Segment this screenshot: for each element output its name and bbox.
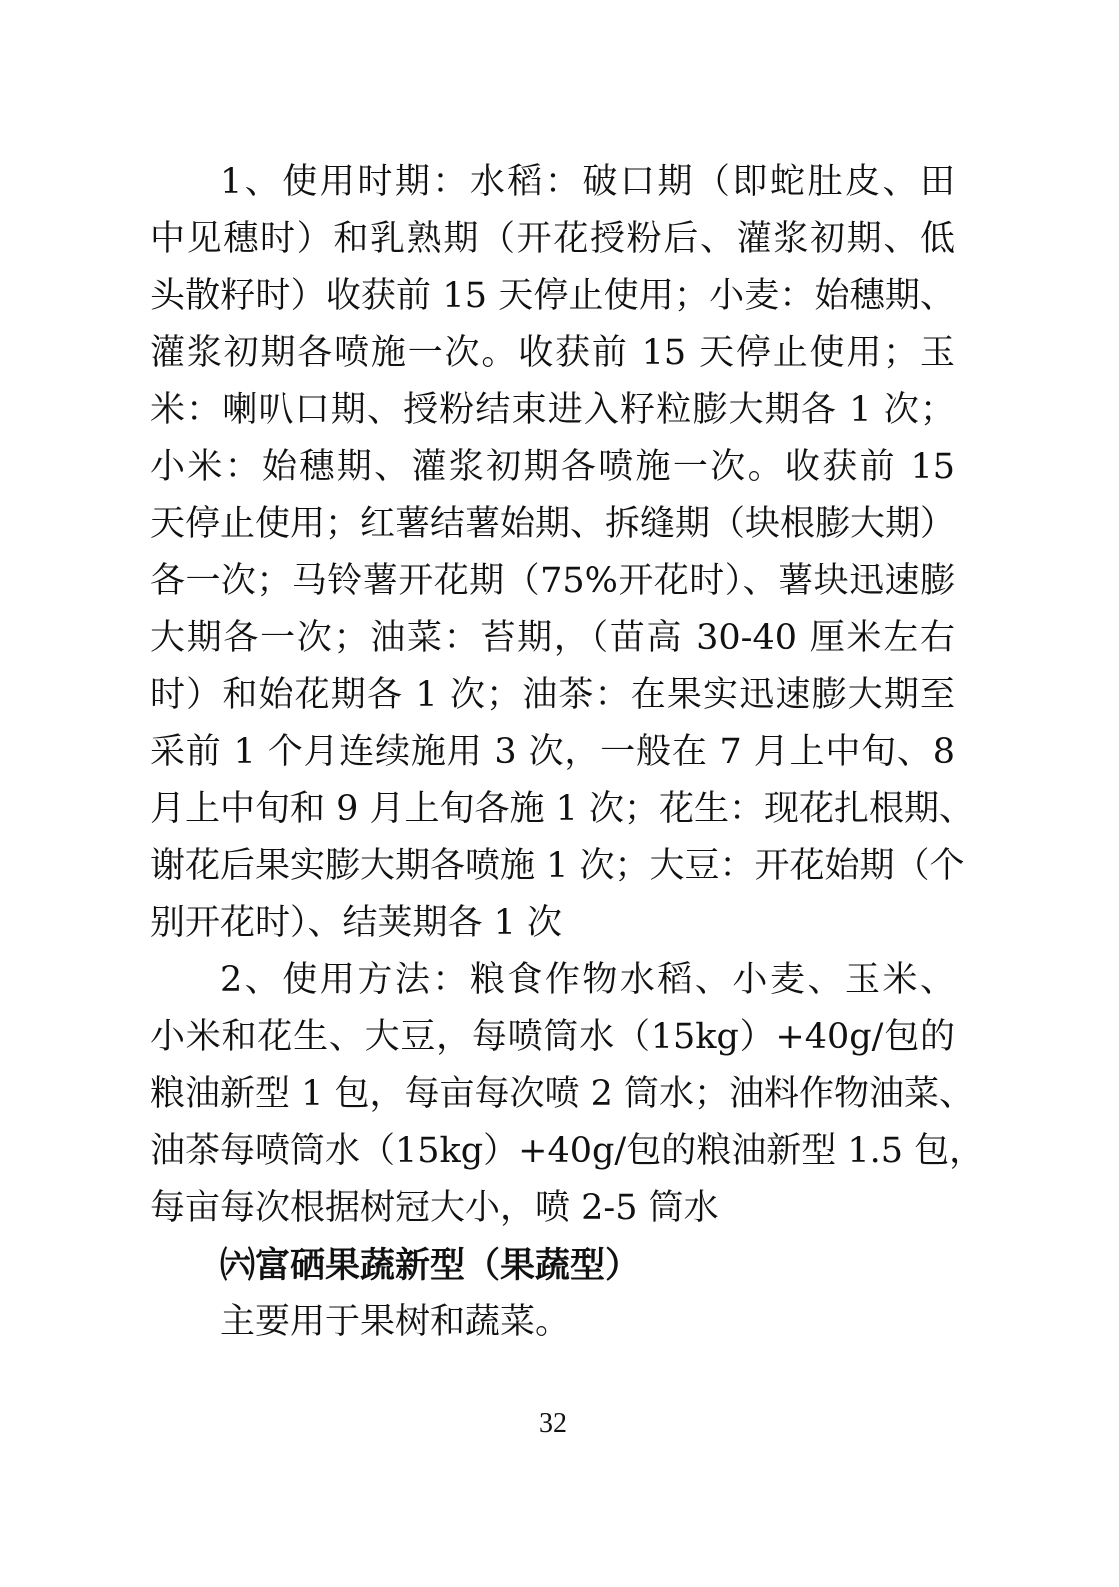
text-line: 灌浆初期各喷施一次。收获前 15 天停止使用；玉 xyxy=(150,333,955,373)
text-line: 油茶每喷筒水（15kg）+40g/包的粮油新型 1.5 包， xyxy=(150,1131,985,1171)
paragraph-intro: 主要用于果树和蔬菜。 xyxy=(220,1302,571,1342)
text-line: 各一次；马铃薯开花期（75%开花时）、薯块迅速膨 xyxy=(150,561,955,601)
paragraph-usage-method xyxy=(150,952,985,1237)
text-line: 天停止使用；红薯结薯始期、拆缝期（块根膨大期） xyxy=(150,504,956,544)
text-line: 采前 1 个月连续施用 3 次，一般在 7 月上中旬、8 xyxy=(150,732,955,772)
text-line: 每亩每次根据树冠大小，喷 2-5 筒水 xyxy=(150,1188,719,1228)
text-line: 头散籽时）收获前 15 天停止使用；小麦：始穗期、 xyxy=(150,276,955,316)
text-line: 1、使用时期：水稻：破口期（即蛇肚皮、田 xyxy=(220,162,955,202)
text-line: 中见穗时）和乳熟期（开花授粉后、灌浆初期、低 xyxy=(150,219,955,259)
text-line: 时）和始花期各 1 次；油茶：在果实迅速膨大期至 xyxy=(150,675,955,715)
page-number: 32 xyxy=(539,1408,567,1439)
document-body xyxy=(150,154,985,1351)
text-line: 2、使用方法：粮食作物水稻、小麦、玉米、 xyxy=(220,960,955,1000)
text-line: 米：喇叭口期、授粉结束进入籽粒膨大期各 1 次； xyxy=(150,390,955,430)
text-line: 小米和花生、大豆，每喷筒水（15kg）+40g/包的 xyxy=(150,1017,955,1057)
text-line: 大期各一次；油菜：苔期，（苗高 30-40 厘米左右 xyxy=(150,618,955,658)
paragraph-usage-period xyxy=(150,154,975,952)
section-heading: ㈥富硒果蔬新型（果蔬型） xyxy=(220,1245,641,1286)
text-line: 谢花后果实膨大期各喷施 1 次；大豆：开花始期（个 xyxy=(150,846,965,886)
text-line: 小米：始穗期、灌浆初期各喷施一次。收获前 15 xyxy=(150,447,955,487)
text-line: 粮油新型 1 包，每亩每次喷 2 筒水；油料作物油菜、 xyxy=(150,1074,975,1114)
text-line: 月上中旬和 9 月上旬各施 1 次；花生：现花扎根期、 xyxy=(150,789,975,829)
text-line: 别开花时）、结荚期各 1 次 xyxy=(150,903,563,943)
